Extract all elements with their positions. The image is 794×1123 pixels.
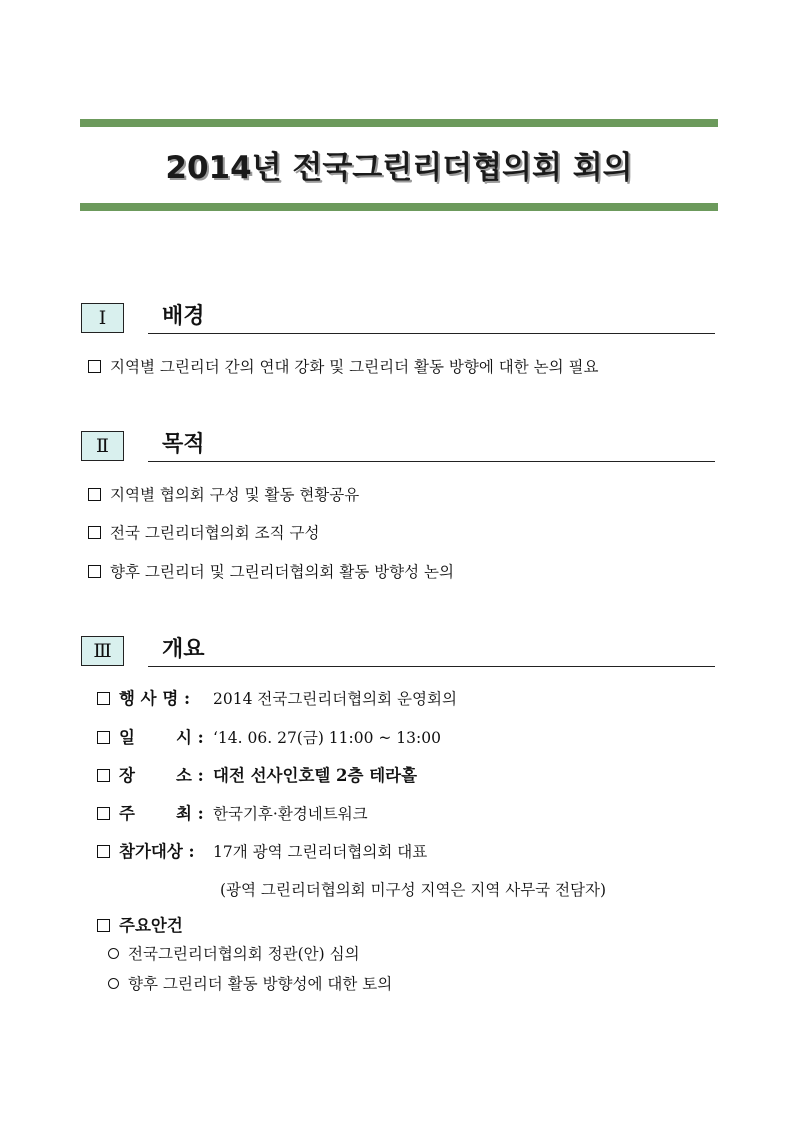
checkbox-icon <box>97 731 110 744</box>
checkbox-icon <box>97 807 110 820</box>
agenda-item: 향후 그린리더 활동 방향성에 대한 토의 <box>108 973 392 995</box>
checkbox-icon <box>97 845 110 858</box>
overview-venue: 장 소 : 대전 선사인호텔 2층 테라홀 <box>97 765 417 787</box>
overview-datetime: 일 시 : ‘14. 06. 27(금) 11:00 ~ 13:00 <box>97 727 441 749</box>
section-1-rule <box>148 333 715 334</box>
checkbox-icon <box>88 488 101 501</box>
checkbox-icon <box>88 526 101 539</box>
title-top-bar <box>80 119 718 127</box>
list-item: 지역별 그린리더 간의 연대 강화 및 그린리더 활동 방향에 대한 논의 필요 <box>88 356 598 378</box>
section-2-number: Ⅱ <box>81 431 124 461</box>
page-title: 2014년 전국그린리더협의회 회의 <box>165 150 633 186</box>
checkbox-icon <box>97 919 110 932</box>
section-1-number: Ⅰ <box>81 303 124 333</box>
checkbox-icon <box>97 769 110 782</box>
overview-agenda: 주요안건 <box>97 915 183 937</box>
section-3-number: Ⅲ <box>81 636 124 666</box>
overview-participants: 참가대상 : 17개 광역 그린리더협의회 대표 <box>97 841 427 863</box>
list-item: 지역별 협의회 구성 및 활동 현황공유 <box>88 484 359 506</box>
section-1-heading: 배경 <box>162 304 205 329</box>
overview-host: 주 최 : 한국기후·환경네트워크 <box>97 803 368 825</box>
section-2-rule <box>148 461 715 462</box>
overview-event-name: 행 사 명 : 2014 전국그린리더협의회 운영회의 <box>97 688 457 710</box>
checkbox-icon <box>88 565 101 578</box>
circle-bullet-icon <box>108 978 119 989</box>
checkbox-icon <box>97 692 110 705</box>
agenda-item: 전국그린리더협의회 정관(안) 심의 <box>108 943 360 965</box>
circle-bullet-icon <box>108 948 119 959</box>
checkbox-icon <box>88 360 101 373</box>
section-3-heading: 개요 <box>162 637 205 662</box>
section-3-rule <box>148 666 715 667</box>
section-2-heading: 목적 <box>162 432 205 457</box>
list-item: 전국 그린리더협의회 조직 구성 <box>88 522 319 544</box>
title-bottom-bar <box>80 203 718 211</box>
list-item: 향후 그린리더 및 그린리더협의회 활동 방향성 논의 <box>88 561 454 583</box>
overview-participants-note: (광역 그린리더협의회 미구성 지역은 지역 사무국 전담자) <box>220 881 607 899</box>
